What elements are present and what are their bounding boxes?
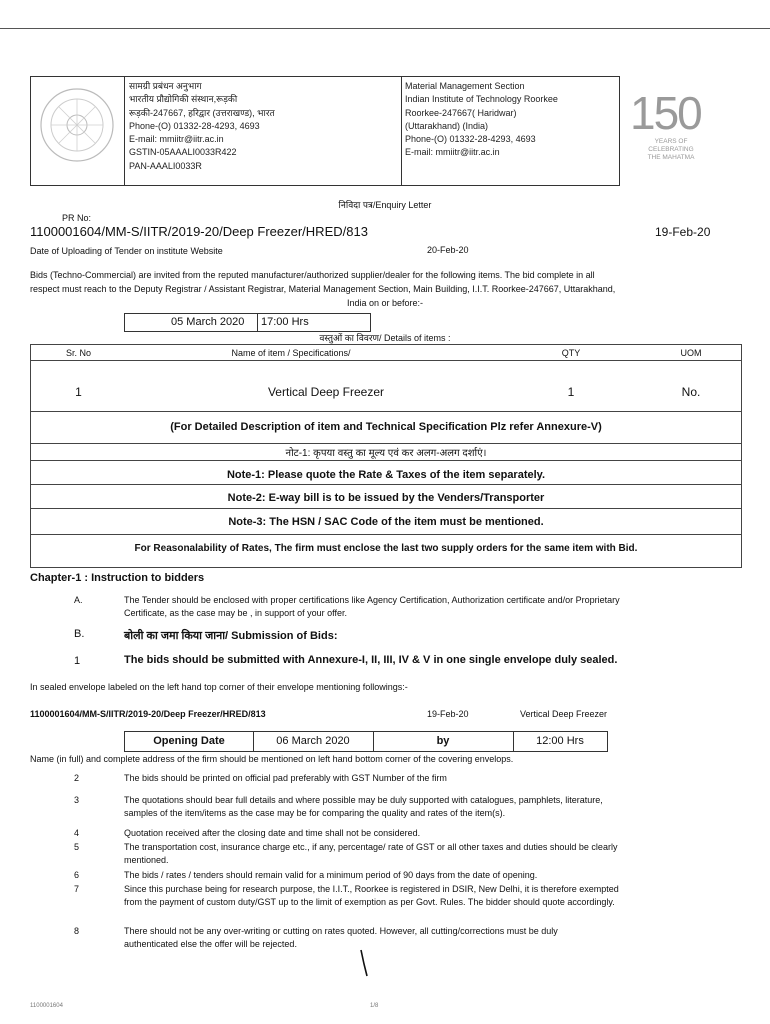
header-right-line: E-mail: mmiitr@iitr.ac.in xyxy=(405,147,500,158)
item-line: The quotations should bear full details and where possible may be duly supported with catalogues, pamphlets, literature, xyxy=(124,795,603,805)
header-right-line: Material Management Section xyxy=(405,81,525,91)
note-2: Note-2: E-way bill is to be issued by the Venders/Transporter xyxy=(227,492,545,504)
top-rule xyxy=(0,28,770,29)
opening-label: Opening Date xyxy=(153,735,225,747)
item-line: mentioned. xyxy=(124,855,169,865)
annexure-note: (For Detailed Description of item and Technical Specification Plz refer Annexure-V) xyxy=(170,421,602,433)
anniversary-number: 150 xyxy=(630,87,701,139)
item-number: 7 xyxy=(74,884,80,894)
header-left-line: सामग्री प्रबंधन अनुभाग xyxy=(129,81,202,91)
item-line: authenticated else the offer will be rejected. xyxy=(124,939,297,949)
pr-label: PR No: xyxy=(62,213,92,223)
item-qty: 1 xyxy=(567,385,575,399)
items-header-qty: QTY xyxy=(561,348,581,358)
item-number: 4 xyxy=(74,828,80,838)
chapter-title: Chapter-1 : Instruction to bidders xyxy=(30,572,205,584)
instr-a-label: A. xyxy=(74,595,83,605)
opening-time: 12:00 Hrs xyxy=(536,735,584,747)
item-number: 8 xyxy=(74,926,80,936)
notes-block xyxy=(30,442,742,568)
note-1: Note-1: Please quote the Rate & Taxes of the item separately. xyxy=(226,469,546,481)
footer-left: 1100001604 xyxy=(30,1003,63,1009)
note-3: Note-3: The HSN / SAC Code of the item must be mentioned. xyxy=(228,516,544,528)
anniversary-line: YEARS OF xyxy=(654,138,688,145)
instr-1-text: The bids should be submitted with Annexure-I, II, III, IV & V in one single envelope duly sealed. xyxy=(124,654,618,666)
opening-date: 06 March 2020 xyxy=(276,735,350,747)
items-caption: वस्तुओं का विवरण/ Details of items : xyxy=(319,333,451,343)
deadline-date: 05 March 2020 xyxy=(171,316,245,328)
name-line: Name (in full) and complete address of the firm should be mentioned on left hand bottom corner of the covering envelops. xyxy=(30,754,514,764)
header-left-line: भारतीय प्रौद्योगिकी संस्थान,रूड़की xyxy=(129,94,238,105)
items-table xyxy=(30,344,742,444)
instr-b-label: B. xyxy=(74,628,85,640)
opening-box xyxy=(124,731,608,752)
reasonability-note: For Reasonalability of Rates, The firm must enclose the last two supply orders for the same item with Bid. xyxy=(134,543,638,554)
item-number: 5 xyxy=(74,842,80,852)
header-right-line: Indian Institute of Technology Roorkee xyxy=(405,94,558,105)
items-header-uom: UOM xyxy=(680,348,702,358)
items-header-srno: Sr. No xyxy=(65,348,91,358)
item-srno: 1 xyxy=(75,385,82,399)
header-left-line: GSTIN-05AAALI0033R422 xyxy=(129,147,237,158)
item-number: 6 xyxy=(74,870,80,880)
footer-page: 1/8 xyxy=(370,1003,379,1009)
instr-1-label: 1 xyxy=(74,655,81,667)
iitr-emblem-icon xyxy=(37,85,117,165)
enquiry-title: निविदा पत्र/Enquiry Letter xyxy=(338,200,432,210)
envelope-line: In sealed envelope labeled on the left hand top corner of their envelope mentioning followings:- xyxy=(30,682,408,692)
intro-line: Bids (Techno-Commercial) are invited from the reputed manufacturer/authorized supplier/dealer for the following items. The bid complete in all xyxy=(30,270,595,280)
instr-a-line: Certificate, as the case may be , in support of your offer. xyxy=(124,608,347,618)
item-line: Quotation received after the closing date and time shall not be considered. xyxy=(124,828,421,838)
item-name: Vertical Deep Freezer xyxy=(267,385,385,399)
intro-line: India on or before:- xyxy=(346,298,424,308)
item-uom: No. xyxy=(681,385,701,399)
item-line: Since this purchase being for research purpose, the I.I.T., Roorkee is registered in DSIR, New Delhi, it is therefore exempted xyxy=(124,884,619,894)
pr-date: 19-Feb-20 xyxy=(655,225,711,239)
item-line: The bids / rates / tenders should remain valid for a minimum period of 90 days from the date of opening. xyxy=(124,870,538,880)
anniversary-logo xyxy=(630,86,730,170)
item-line: There should not be any over-writing or cutting on rates quoted. However, all cutting/corrections must be duly xyxy=(124,926,558,936)
pr-number: 1100001604/MM-S/IITR/2019-20/Deep Freezer/HRED/813 xyxy=(30,224,368,239)
item-line: samples of the item/items as the case may be for comparing the quality and rates of the item(s). xyxy=(124,808,506,818)
header-left-line: Phone-(O) 01332-28-4293, 4693 xyxy=(129,120,260,131)
deadline-box xyxy=(124,313,371,332)
header-right-line: (Uttarakhand) (India) xyxy=(405,120,489,131)
item-line: The transportation cost, insurance charge etc., if any, percentage/ rate of GST or all other taxes and duties should be clearly xyxy=(124,842,618,852)
header-left-line: PAN-AAALI0033R xyxy=(129,160,202,171)
letterhead xyxy=(30,76,620,186)
header-left-line: रूड़की-247667, हरिद्वार (उत्तराखण्ड), भारत xyxy=(129,107,275,118)
item-line: The bids should be printed on official pad preferably with GST Number of the firm xyxy=(124,773,447,783)
hindi-note: नोट-1: कृपया वस्तु का मूल्य एवं कर अलग-अलग दर्शाएं। xyxy=(285,448,487,459)
instr-a-line: The Tender should be enclosed with proper certifications like Agency Certification, Authorization certificate and/or Proprietary xyxy=(124,595,620,605)
item-number: 2 xyxy=(74,773,80,783)
env-date: 19-Feb-20 xyxy=(427,709,469,719)
upload-date: 20-Feb-20 xyxy=(427,245,469,255)
item-number: 3 xyxy=(74,795,80,805)
anniversary-line: CELEBRATING xyxy=(648,146,694,153)
deadline-time: 17:00 Hrs xyxy=(261,316,309,328)
header-right-line: Roorkee-247667( Haridwar) xyxy=(405,107,517,118)
env-pr: 1100001604/MM-S/IITR/2019-20/Deep Freezer/HRED/813 xyxy=(30,709,266,719)
upload-label: Date of Uploading of Tender on institute Website xyxy=(30,246,223,256)
anniversary-line: THE MAHATMA xyxy=(647,154,695,161)
item-line: from the payment of custom duty/GST up to the limit of exemption as per Govt. Rules. The bidder should quote accordingly. xyxy=(124,897,615,907)
instr-b-text: बोली का जमा किया जाना/ Submission of Bids: xyxy=(124,630,338,642)
intro-line: respect must reach to the Deputy Registrar / Assistant Registrar, Material Management Section, Main Building, I.I.T. Roorkee-247667, Uttarakhand, xyxy=(30,284,616,294)
opening-by: by xyxy=(436,735,450,747)
header-right-line: Phone-(O) 01332-28-4293, 4693 xyxy=(405,134,536,145)
env-item: Vertical Deep Freezer xyxy=(520,709,608,719)
items-header-name: Name of item / Specifications/ xyxy=(231,348,351,358)
header-left-line: E-mail: mmiitr@iitr.ac.in xyxy=(129,134,224,145)
signature-mark-icon xyxy=(355,948,375,978)
